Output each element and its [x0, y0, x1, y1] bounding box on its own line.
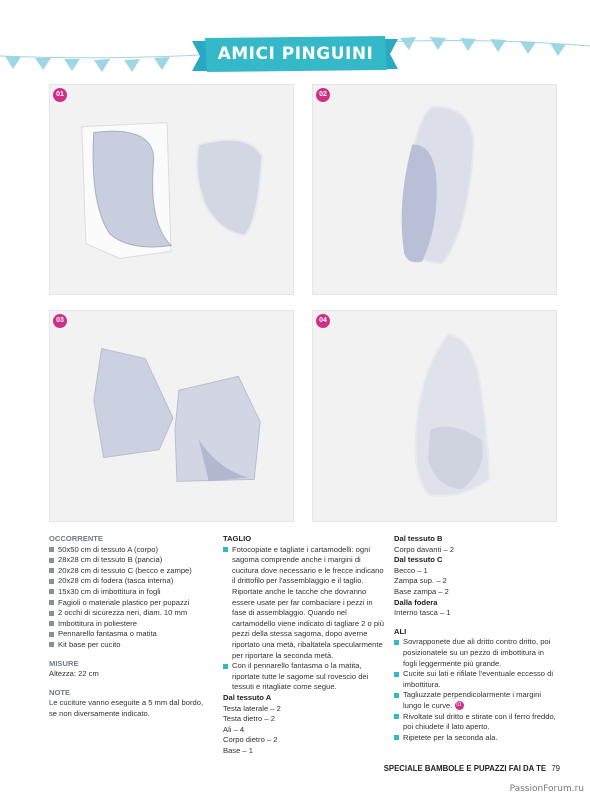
list-item: 20x28 cm di tessuto C (becco e zampe): [49, 566, 209, 577]
list-item: Ali – 4: [223, 724, 245, 734]
list-item: Zampa sup. – 2: [394, 576, 447, 586]
materials-column: [49, 534, 209, 720]
photo-reference-badge: 01: [456, 702, 462, 709]
body-pieces-image: [50, 311, 293, 521]
ali-step: Ripetete per la seconda ala.: [394, 733, 559, 744]
accent-square-icon: [223, 664, 228, 669]
accent-square-icon: [223, 547, 228, 552]
ali-step: Sovrapponete due ali dritto contro dritto, poi posizionatele su un pezzo di imbottitura in fogli leggermente più grande.: [394, 637, 559, 669]
list-item: Corpo davanti – 2: [394, 544, 454, 554]
list-item: Imbottitura in poliestere: [49, 619, 209, 630]
magazine-title: SPECIALE BAMBOLE E PUPAZZI FAI DA TE: [383, 764, 547, 773]
taglio-column: [223, 534, 386, 756]
step-photo-03: [49, 310, 294, 522]
list-item: Kit base per cucito: [49, 640, 209, 651]
fodera-heading: Dalla fodera: [394, 597, 438, 607]
list-item: Interno tasca – 1: [394, 608, 451, 618]
step-photo-02: [312, 84, 557, 295]
list-item: Testa laterale – 2: [223, 703, 281, 713]
note-heading: NOTE: [49, 687, 71, 697]
list-item: 28x28 cm di tessuto B (pancia): [49, 555, 209, 566]
list-item: Pennarello fantasma o matita: [49, 629, 209, 640]
wing-piece-image: [313, 85, 556, 294]
list-item: Becco – 1: [394, 565, 428, 575]
page-footer: [360, 764, 560, 773]
list-item: 50x50 cm di tessuto A (corpo): [49, 545, 209, 556]
ali-step: Tagliuzzate perpendicolarmente i margini lungo le curve. 01: [394, 690, 559, 711]
accent-square-icon: [394, 640, 399, 645]
pieces-and-wings-column: [394, 534, 559, 743]
list-item: Base zampa – 2: [394, 586, 449, 596]
list-item: Fagioli o materiale plastico per pupazzi: [49, 598, 209, 609]
accent-square-icon: [394, 693, 399, 698]
misure-text: Altezza: 22 cm: [49, 669, 99, 679]
taglio-heading: TAGLIO: [223, 534, 252, 543]
step-photo-04: [312, 310, 557, 522]
list-item: 2 occhi di sicurezza neri, diam. 10 mm: [49, 608, 209, 619]
page-number: 79: [551, 764, 560, 773]
list-item: Corpo dietro – 2: [223, 735, 278, 745]
occorrente-heading: OCCORRENTE: [49, 534, 104, 543]
step-photo-01: [49, 84, 294, 295]
accent-square-icon: [394, 672, 399, 677]
misure-heading: MISURE: [49, 658, 79, 668]
note-text: Le cuciture vanno eseguite a 5 mm dal bordo, se non diversamente indicato.: [49, 698, 204, 718]
fabric-pieces-image: [50, 85, 293, 294]
ali-heading: ALI: [394, 626, 407, 636]
ali-step: Rivoltate sul dritto e stirate con il ferro freddo, poi chiudete il lato aperto.: [394, 712, 559, 733]
assembled-body-image: [313, 311, 556, 521]
step-badge: 04: [316, 314, 330, 328]
page-title: AMICI PINGUINI: [217, 44, 374, 64]
ali-step: Cucite sui lati e rifilate l'eventuale eccesso di imbottitura.: [394, 669, 559, 690]
taglio-paragraph-1: Fotocopiate e tagliate i cartamodelli: ogni sagoma comprende anche i margini di cucitura dove necessario e le frecce indicano il drittofilo per l'assemblaggio e il taglio. Riportate anche le tacche che dovranno essere usate per far combaciare i pezzi in fase di assemblaggio. Quando nel cartamodello viene indicato di tagliare 2 o più pezzi della stessa sagoma, dopo averne riportato una metà, ribaltatela specularmente per riportare la seconda metà.: [223, 545, 386, 662]
list-item: Base – 1: [223, 745, 253, 755]
tessuto-c-heading: Dal tessuto C: [394, 555, 443, 565]
accent-square-icon: [394, 735, 399, 740]
list-item: 15x30 cm di imbottitura in fogli: [49, 587, 209, 598]
materials-list: [49, 545, 209, 651]
step-badge: 03: [53, 314, 67, 328]
step-badge: 02: [316, 88, 330, 102]
tessuto-a-heading: Dal tessuto A: [223, 692, 272, 702]
step-badge: 01: [53, 88, 67, 102]
list-item: 20x28 cm di fodera (tasca interna): [49, 576, 209, 587]
watermark-text: PassionForum.ru: [509, 784, 584, 794]
taglio-paragraph-2: Con il pennarello fantasma o la matita, riportate tutte le sagome sul rovescio dei tessuti e ritagliate come segue.: [223, 661, 386, 693]
accent-square-icon: [394, 714, 399, 719]
tessuto-b-heading: Dal tessuto B: [394, 534, 443, 543]
list-item: Testa dietro – 2: [223, 714, 275, 724]
